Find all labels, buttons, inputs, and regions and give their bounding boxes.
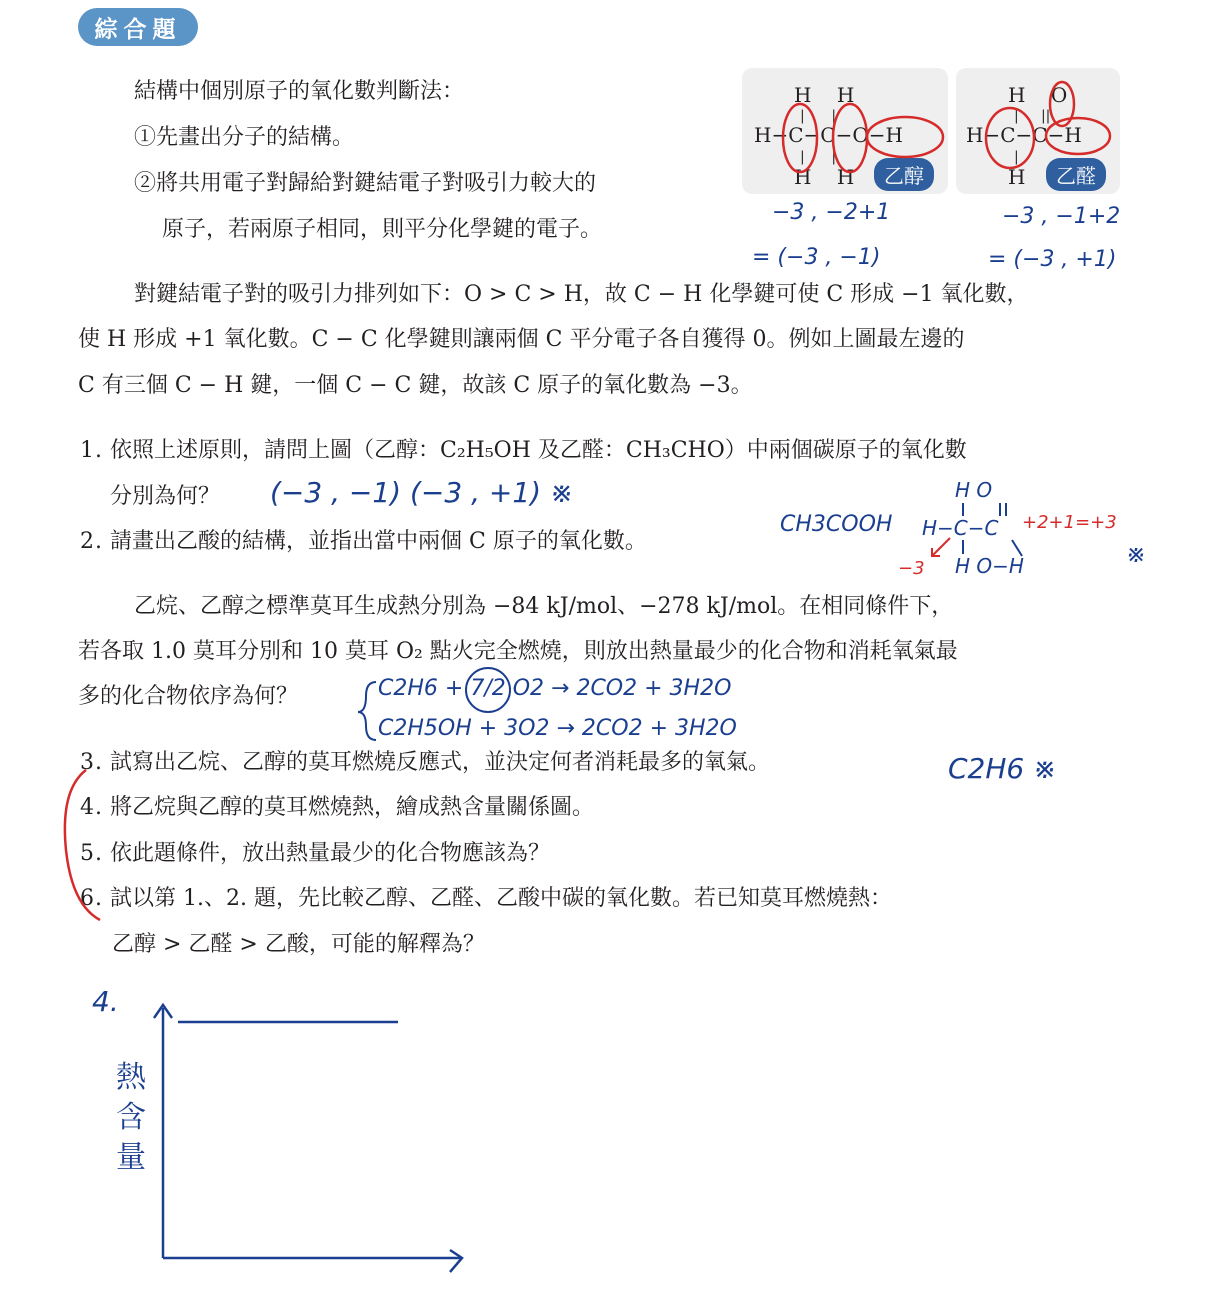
acetaldehyde-note-2: = (−3 , +1) [988,247,1117,272]
paragraph2-line2: 若各取 1.0 莫耳分別和 10 莫耳 O₂ 點火完全燃燒，則放出熱量最少的化合物和消耗氧氣最 [78,639,958,664]
acetaldehyde-bottom-h: H [1008,165,1026,189]
acetic-top-atoms: H O [955,478,993,502]
q2-text: 請畫出乙酸的結構，並指出當中兩個 C 原子的氧化數。 [110,529,647,554]
acetic-main-chain: H−C−C [922,516,999,540]
q2-number: 2. [80,529,103,554]
ethanol-main-chain: H−C−C−O−H [754,123,903,147]
acetaldehyde-top-bonds: | || [1014,108,1051,124]
q2-answer-carbon2: +2+1=+3 [1022,512,1117,533]
sketch-label: 4. [92,985,119,1018]
q3-answer: C2H6 ※ [948,752,1057,785]
acetic-bottom-atoms: H O−H [955,554,1024,578]
acetaldehyde-note-1: −3 , −1+2 [1002,204,1121,229]
q3-number: 3. [80,750,103,775]
sketch-y-axis-label: 熱含量 [116,1060,146,1175]
q5-text: 依此題條件，放出熱量最少的化合物應該為？ [110,841,551,866]
acetaldehyde-carbon1-circle [986,108,1034,168]
q5-number: 5. [80,841,103,866]
q1-line1: 依照上述原則，請問上圖（乙醇：C₂H₅OH 及乙醛：CH₃CHO）中兩個碳原子的氧化數 [110,438,967,463]
ethanol-bottom-bonds: | | [800,149,837,165]
acetaldehyde-top-atoms: H O [1008,83,1068,107]
q2-answer-formula: CH3COOH [780,512,893,537]
q1-number: 1. [80,438,103,463]
acetaldehyde-label: 乙醛 [1046,158,1106,191]
q4-number: 4. [80,795,103,820]
ethanol-carbon1-circle [783,104,817,172]
q4-text: 將乙烷與乙醇的莫耳燃燒熱，繪成熱含量關係圖。 [110,795,595,820]
ethanol-top-h: H H [794,83,855,107]
q3-text: 試寫出乙烷、乙醇的莫耳燃燒反應式，並決定何者消耗最多的氧氣。 [110,750,771,775]
equation-ethane: C2H6 + 7/2 O2 → 2CO2 + 3H2O [378,676,732,701]
acetaldehyde-ch-circle [1046,118,1110,154]
ethanol-note-2: = (−3 , −1) [752,245,881,270]
questions-bracket-mark [65,770,100,920]
paragraph1-line2: 使 H 形成 +1 氧化數。C − C 化學鍵則讓兩個 C 平分電子各自獲得 0。例如上圖最左邊的 [78,327,965,352]
equation-ethanol: C2H5OH + 3O2 → 2CO2 + 3H2O [378,716,737,741]
paragraph2-line1: 乙烷、乙醇之標準莫耳生成熱分別為 −84 kJ/mol、−278 kJ/mol。在相同條件下， [134,594,954,619]
ethanol-label: 乙醇 [874,158,934,191]
ethanol-note-1: −3 , −2+1 [772,200,891,225]
method-title: 結構中個別原子的氧化數判斷法： [134,79,465,104]
section-badge: 綜合題 [78,8,198,46]
q6-number: 6. [80,886,103,911]
acetaldehyde-bottom-bonds: | [1014,149,1019,165]
ethanol-oh-circle [867,117,943,157]
acetaldehyde-main-chain: H−C−C−H [966,123,1082,147]
q2-answer-carbon1: −3 [898,558,925,579]
q2-answer-mark: ※ [1126,540,1147,568]
paragraph1-line1: 對鍵結電子對的吸引力排列如下：O > C > H，故 C − H 化學鍵可使 C 形成 −1 氧化數， [134,282,1029,307]
ethanol-carbon2-circle [833,104,867,172]
q1-answer: (−3 , −1) (−3 , +1) ※ [270,476,574,509]
method-step2-line2: 原子，若兩原子相同，則平分化學鍵的電子。 [162,217,603,242]
method-step1: ①先畫出分子的結構。 [134,125,355,150]
paragraph2-line3: 多的化合物依序為何？ [78,684,299,709]
q1-line2: 分別為何？ [110,484,221,509]
method-step2-line1: ②將共用電子對歸給對鍵結電子對吸引力較大的 [134,171,597,196]
paragraph1-line3: C 有三個 C − H 鍵，一個 C − C 鍵，故該 C 原子的氧化數為 −3。 [78,373,753,398]
ethanol-top-bonds: | | [800,108,837,124]
ethanol-bottom-h: H H [794,165,855,189]
q6-line1: 試以第 1.、2. 題，先比較乙醇、乙醛、乙酸中碳的氧化數。若已知莫耳燃燒熱： [110,886,892,911]
q6-line2: 乙醇 > 乙醛 > 乙酸，可能的解釋為？ [112,932,485,957]
